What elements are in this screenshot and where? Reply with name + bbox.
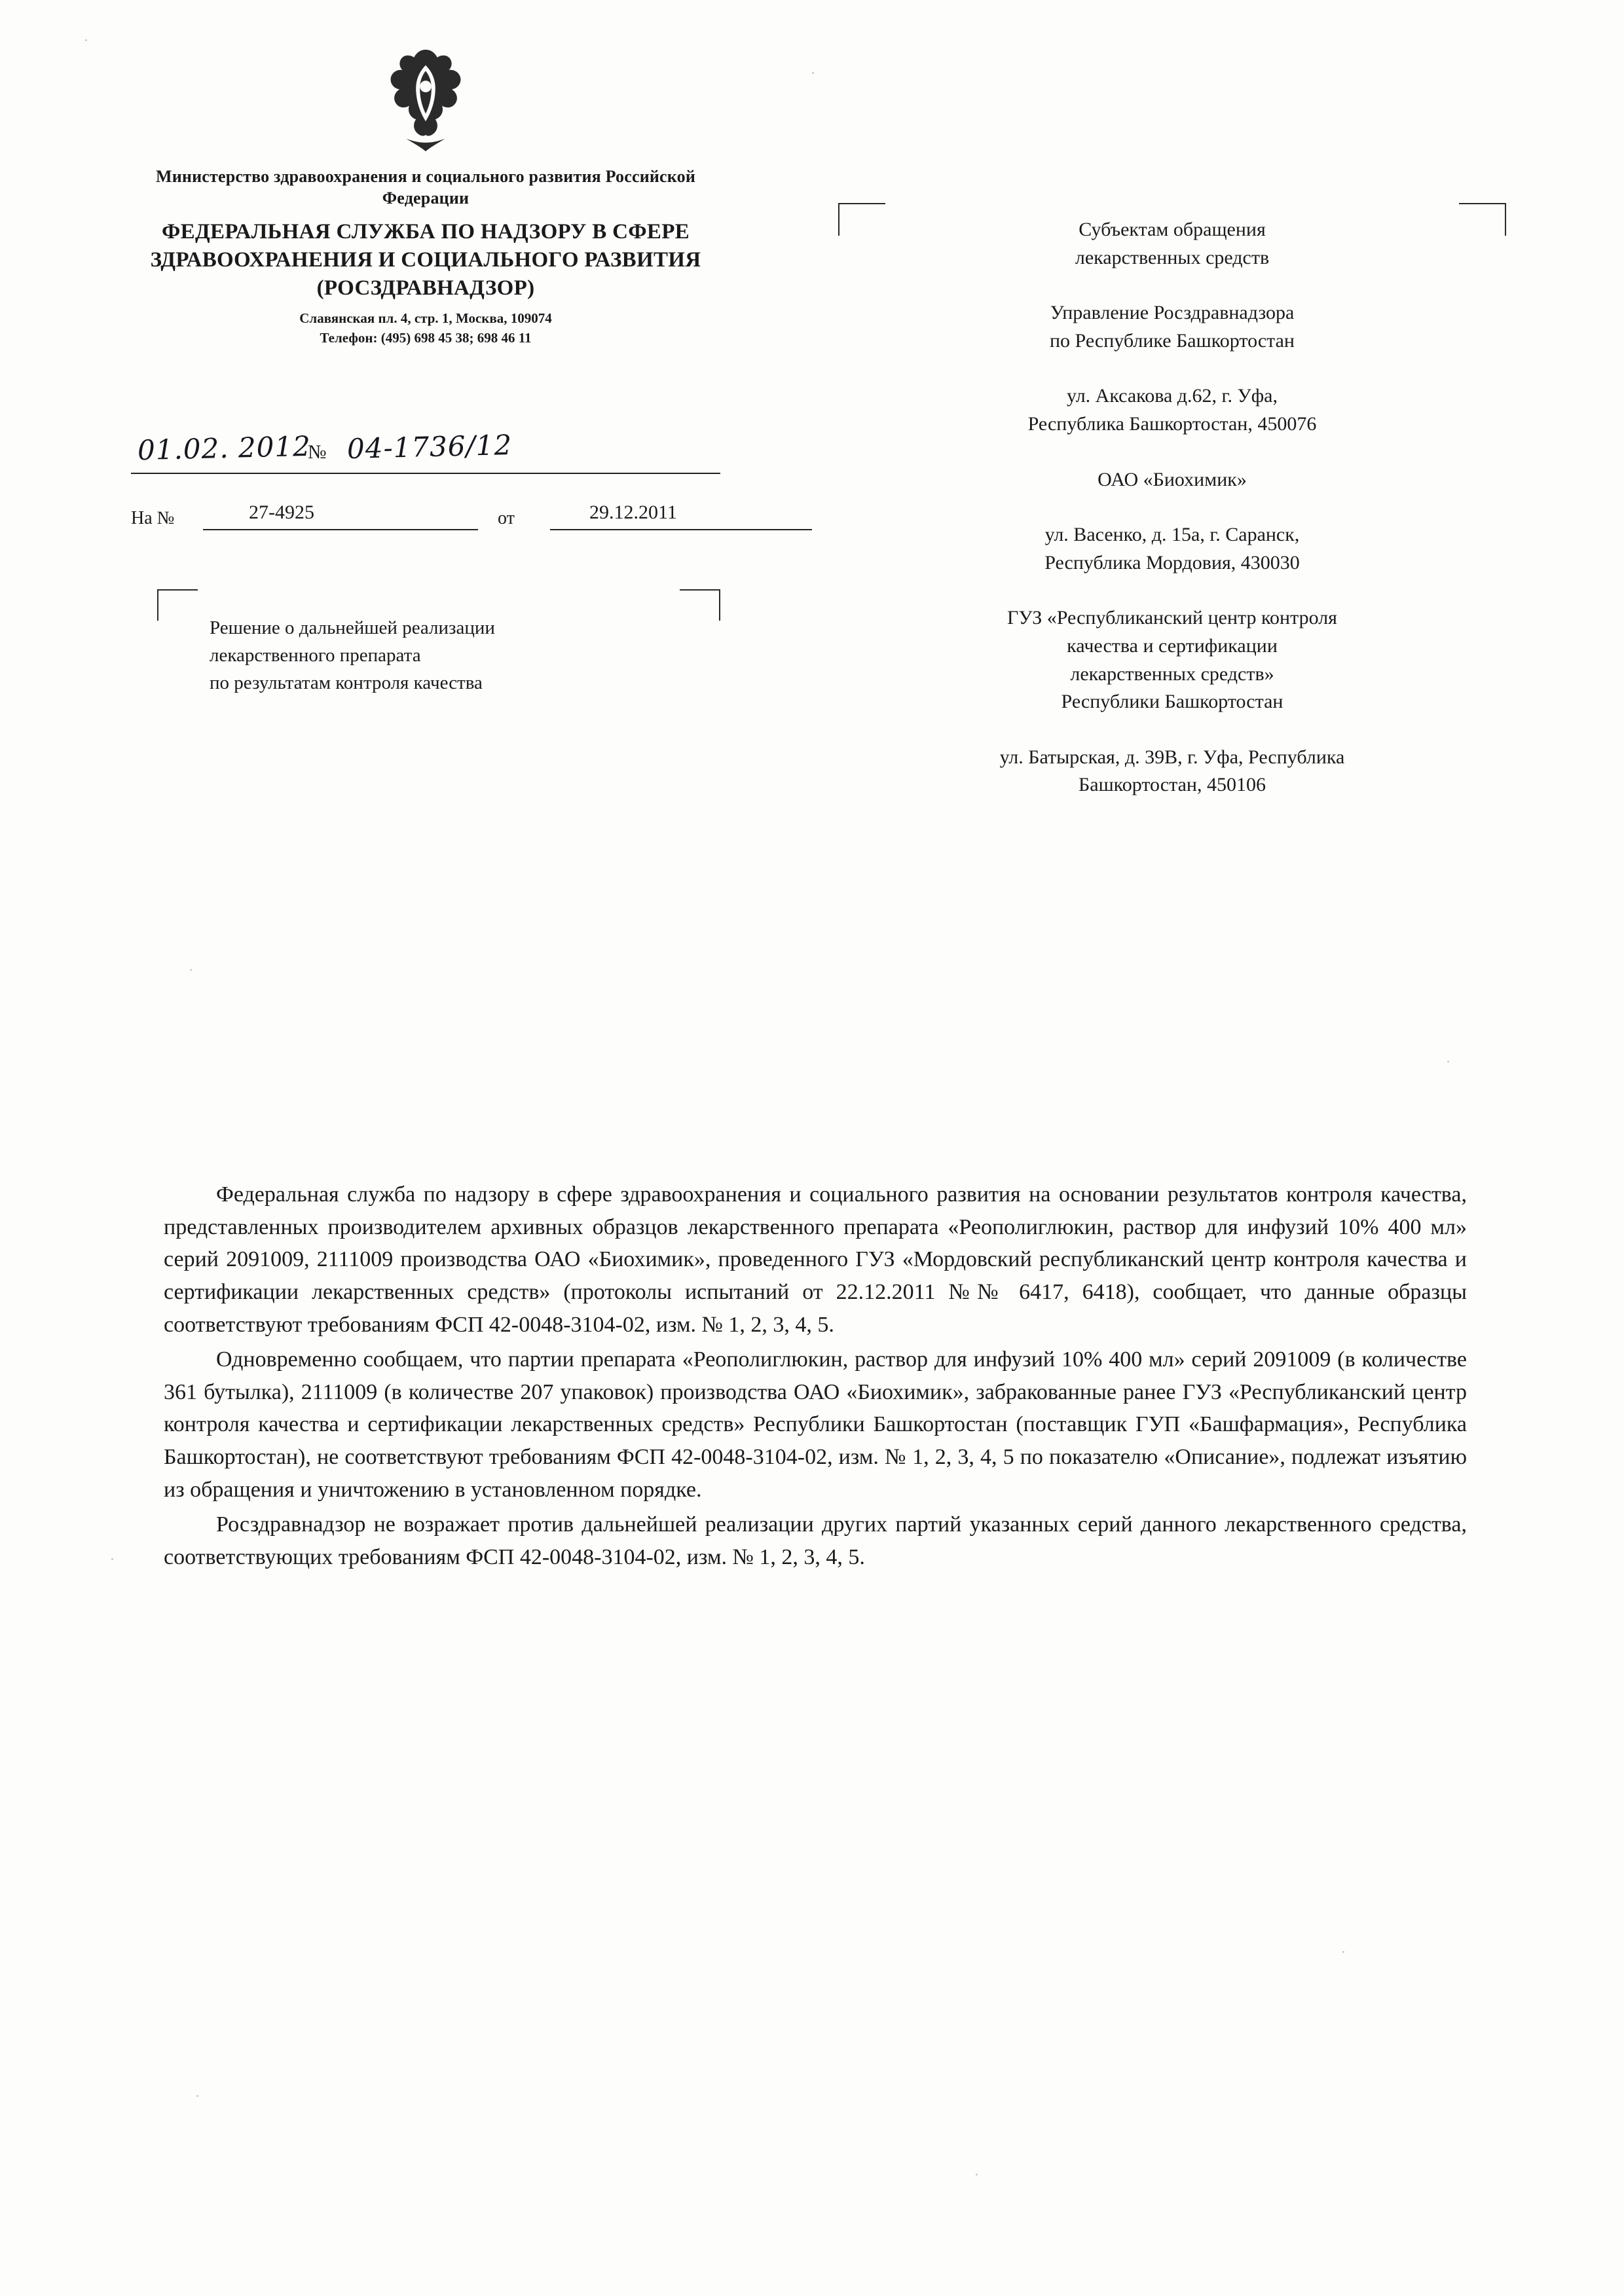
body-paragraph: Одновременно сообщаем, что партии препарата «Реополиглюкин, раствор для инфузий 10% 400 мл» серий 2091009 (в количестве 361 бутылка), 2111009 (в количестве 207 упаковок) производства ОАО «Биохимик», забракованные ранее ГУЗ «Республиканский центр контроля качества и сертификации лекарственных средств» Республики Башкортостан (поставщик ГУП «Башфармация», Республика Башкортостан), не соответствуют требованиям ФСП 42-0048-3104-02, изм. № 1, 2, 3, 4, 5 по показателю «Описание», подлежат изъятию из обращения и уничтожению в установленном порядке. — [164, 1347, 1467, 1502]
registration-number: 04-1736/12 — [346, 428, 513, 465]
addressee-line: Республика Мордовия, 430030 — [1044, 551, 1300, 574]
addressee-bracket-left-icon — [838, 203, 885, 236]
subject-bracket-right-icon — [680, 589, 720, 621]
addressee-line: ул. Васенко, д. 15а, г. Саранск, — [1044, 524, 1300, 546]
body-paragraph: Федеральная служба по надзору в сфере здравоохранения и социального развития на основании результатов контроля качества, представленных производителем архивных образцов лекарственного препарата «Реополиглюкин, раствор для инфузий 10% 400 мл» серий 2091009, 2111009 производства ОАО «Биохимик», проведенного ГУЗ «Мордовский республиканский центр контроля качества и сертификации лекарственных средств» (протоколы испытаний от 22.12.2011 №№ 6417, 6418), сообщает, что данные образцы соответствуют требованиям ФСП 42-0048-3104-02, изм. № 1, 2, 3, 4, 5. — [164, 1182, 1467, 1337]
letterhead — [131, 46, 720, 347]
subject-line-1: Решение о дальнейшей реализации — [210, 617, 495, 638]
letter-body — [164, 1178, 1467, 1576]
addressee-group — [838, 466, 1506, 494]
body-paragraph: Росздравнадзор не возражает против дальнейшей реализации других партий указанных серий данного лекарственного средства, соответствующих требованиям ФСП 42-0048-3104-02, изм. № 1, 2, 3, 4, 5. — [164, 1512, 1467, 1569]
addressee-group — [838, 744, 1506, 799]
addressee-line: ул. Аксакова д.62, г. Уфа, — [1067, 385, 1278, 407]
number-sign: № — [308, 441, 327, 463]
addressee-group — [838, 299, 1506, 355]
addressee-line: Республики Башкортостан — [1061, 691, 1283, 713]
addressee-line: Субъектам обращения — [1079, 219, 1266, 240]
addressee-bracket-right-icon — [1459, 203, 1506, 236]
addressee-block — [838, 216, 1506, 799]
from-label: от — [498, 508, 515, 528]
addressee-line: лекарственных средств — [1075, 246, 1270, 268]
addressee-line: качества и сертификации — [1067, 634, 1278, 657]
addressee-line: Республика Башкортостан, 450076 — [1027, 412, 1317, 435]
addressee-line: по Республике Башкортостан — [1050, 329, 1295, 352]
subject-bracket-left-icon — [157, 589, 198, 621]
subject-line-2: лекарственного препарата — [210, 645, 421, 666]
addressee-line: ул. Батырская, д. 39В, г. Уфа, Республика — [999, 746, 1345, 768]
addressee-line: Башкортостан, 450106 — [1079, 774, 1266, 796]
incoming-label: На № — [131, 508, 175, 528]
registration-date: 01.02. 2012 — [137, 429, 312, 467]
incoming-rule — [203, 529, 478, 530]
subject-line-3: по результатам контроля качества — [210, 672, 483, 694]
addressee-line: лекарственных средств» — [1070, 663, 1274, 685]
addressee-group — [838, 521, 1506, 577]
addressee-line: Управление Росздравнадзора — [1050, 302, 1295, 324]
from-date: 29.12.2011 — [589, 501, 677, 523]
russian-coat-of-arms-icon — [377, 46, 475, 157]
agency-phone: Телефон: (495) 698 45 38; 698 46 11 — [320, 330, 532, 346]
from-date-rule — [550, 529, 812, 530]
addressee-group — [838, 604, 1506, 716]
addressee-group — [838, 382, 1506, 438]
agency-address: Славянская пл. 4, стр. 1, Москва, 109074 — [299, 310, 552, 326]
subject-block — [157, 589, 720, 703]
ministry-name: Министерство здравоохранения и социального развития Российской Федерации — [155, 167, 696, 208]
agency-name: ФЕДЕРАЛЬНАЯ СЛУЖБА ПО НАДЗОРУ В СФЕРЕ ЗДРАВООХРАНЕНИЯ И СОЦИАЛЬНОГО РАЗВИТИЯ (РОСЗДРАВНАДЗОР) — [150, 220, 701, 300]
registration-rule — [131, 473, 720, 474]
addressee-line: ГУЗ «Республиканский центр контроля — [1007, 607, 1337, 629]
addressee-group — [838, 216, 1506, 272]
addressee-line: ОАО «Биохимик» — [1098, 468, 1247, 490]
registration-block — [131, 428, 760, 538]
incoming-number: 27-4925 — [249, 501, 314, 523]
